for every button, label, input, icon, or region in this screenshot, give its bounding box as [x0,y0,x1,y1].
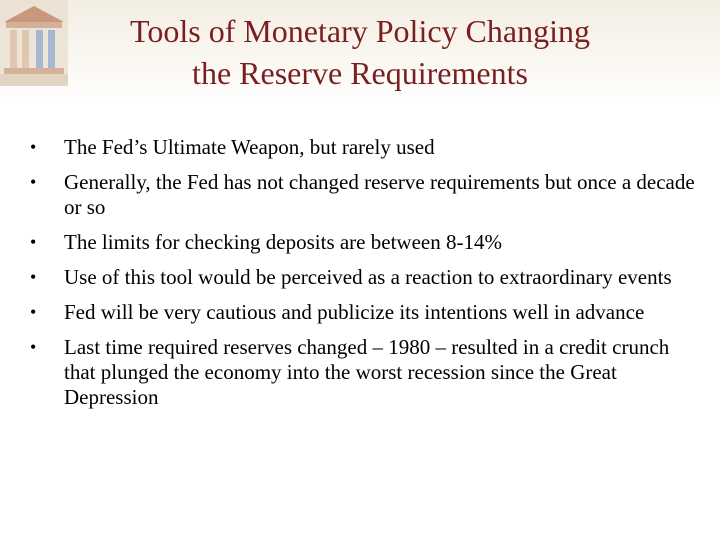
building-columns-icon [0,0,68,86]
page-title [70,10,650,94]
bullet-text: The Fed’s Ultimate Weapon, but rarely used [64,135,435,159]
bullet-text: Use of this tool would be perceived as a reaction to extraordinary events [64,265,672,289]
bullet-dot: • [30,337,37,357]
bullet-text: Fed will be very cautious and publicize its intentions well in advance [64,300,645,324]
title-line-1: Tools of Monetary Policy Changing [130,13,590,49]
list-item [30,135,700,160]
list-item [30,300,700,325]
list-item [30,265,700,290]
bullet-text: Generally, the Fed has not changed reserve requirements but once a decade or so [64,170,695,219]
bullet-dot: • [30,267,37,287]
list-item [30,335,700,410]
bullet-dot: • [30,172,37,192]
bullet-dot: • [30,302,37,322]
bullet-list [30,135,700,420]
bullet-dot: • [30,137,37,157]
list-item [30,170,700,220]
title-line-2: the Reserve Requirements [192,55,528,91]
list-item [30,230,700,255]
bullet-dot: • [30,232,37,252]
bullet-text: Last time required reserves changed – 1980 – resulted in a credit crunch that plunged the economy into the worst recession since the Great Depression [64,335,670,409]
bullet-text: The limits for checking deposits are between 8-14% [64,230,502,254]
